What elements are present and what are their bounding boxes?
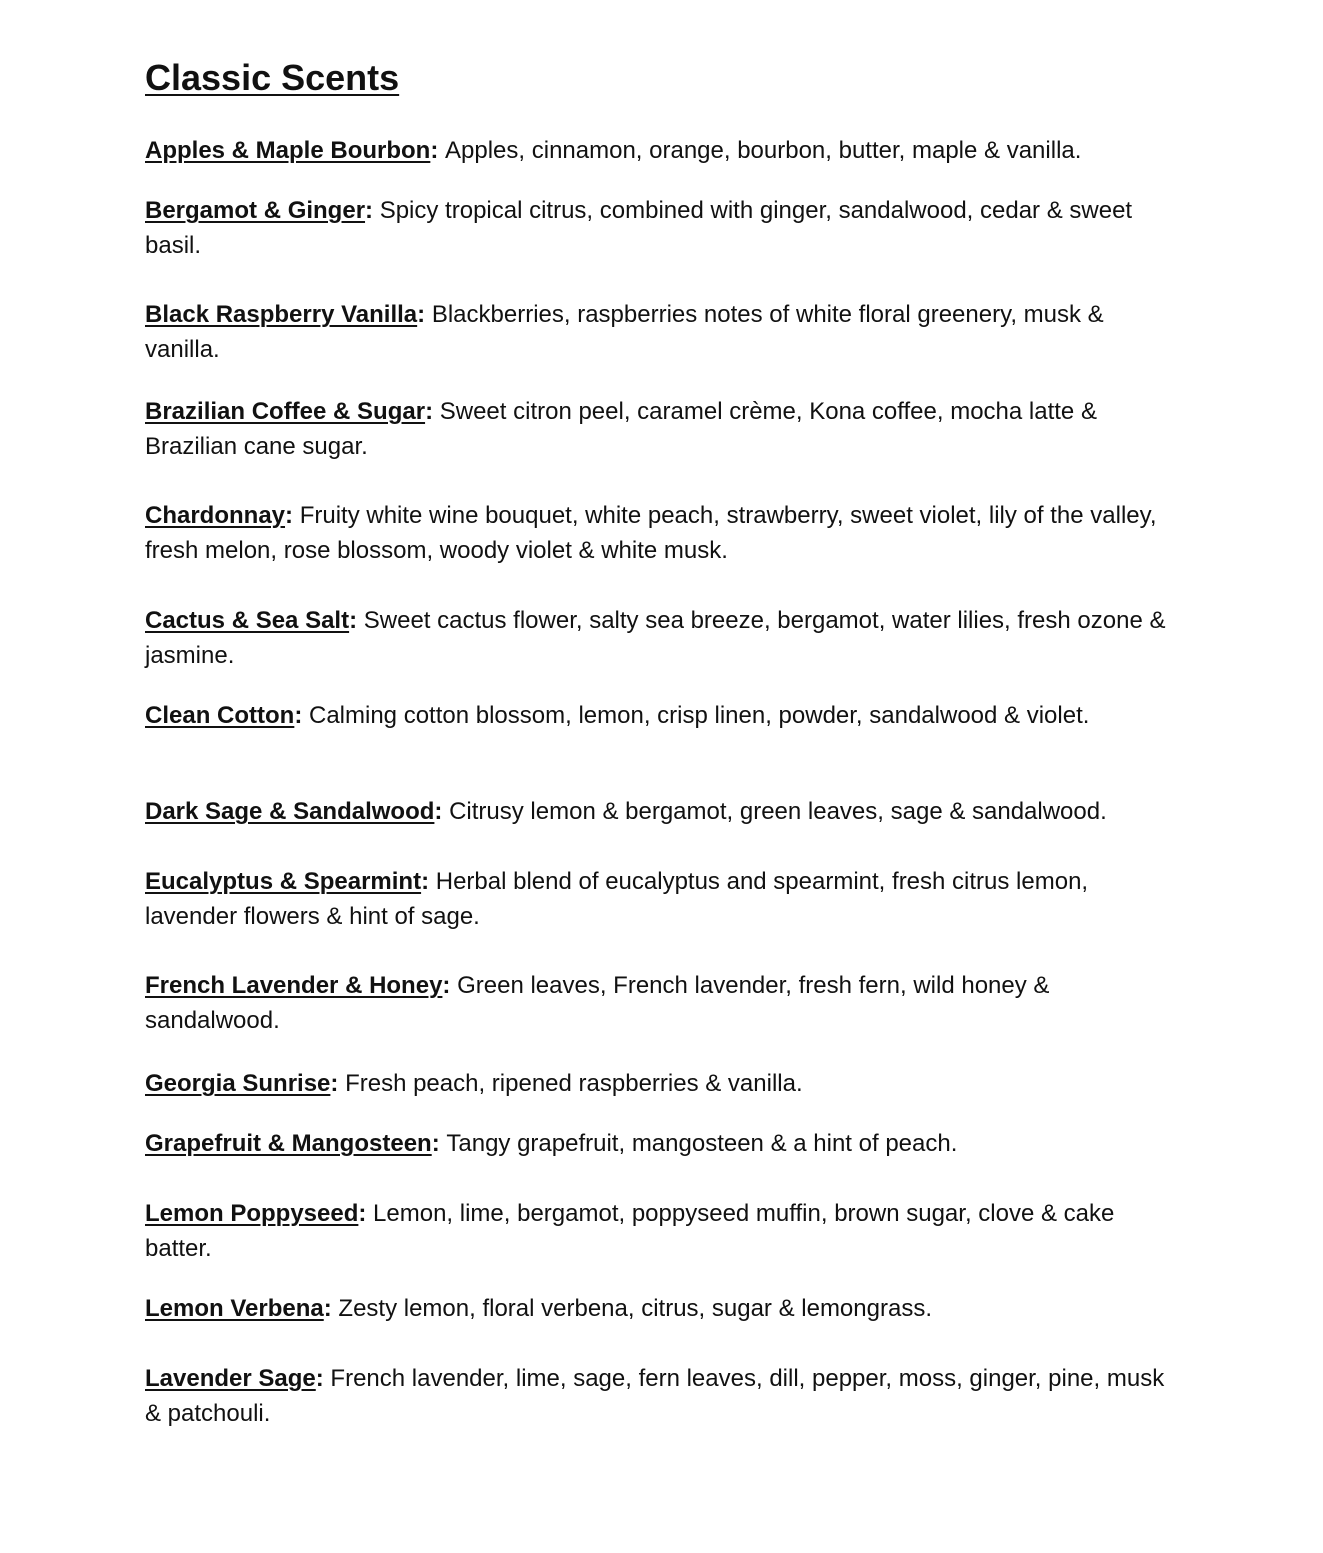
scent-name: Black Raspberry Vanilla [145,301,418,328]
scent-name: Cactus & Sea Salt [145,607,350,634]
scent-name: Georgia Sunrise [145,1070,331,1097]
scent-entry: Dark Sage & Sandalwood: Citrusy lemon & bergamot, green leaves, sage & sandalwood. [145,798,1107,825]
scent-description: Fresh peach, ripened raspberries & vanilla. [345,1070,803,1097]
scent-name: Lemon Verbena [145,1295,324,1322]
scent-description: Lemon, lime, bergamot, poppyseed muffin, brown sugar, clove & cake batter. [145,1200,1115,1262]
scent-description: Citrusy lemon & bergamot, green leaves, sage & sandalwood. [449,798,1107,825]
scent-description: Green leaves, French lavender, fresh fern, wild honey & sandalwood. [145,972,1050,1034]
page-title: Classic Scents [145,57,400,98]
scent-name: French Lavender & Honey [145,972,443,999]
scent-description: Calming cotton blossom, lemon, crisp linen, powder, sandalwood & violet. [309,702,1090,729]
scent-entry: Eucalyptus & Spearmint: Herbal blend of eucalyptus and spearmint, fresh citrus lemon, lavender flowers & hint of sage. [145,868,1089,930]
scent-description: French lavender, lime, sage, fern leaves, dill, pepper, moss, ginger, pine, musk & patchouli. [145,1365,1165,1427]
scent-description: Sweet cactus flower, salty sea breeze, bergamot, water lilies, fresh ozone & jasmine. [145,607,1166,669]
scent-entry: Georgia Sunrise: Fresh peach, ripened raspberries & vanilla. [145,1070,803,1097]
scent-description: Tangy grapefruit, mangosteen & a hint of peach. [446,1130,958,1157]
scent-name: Clean Cotton [145,702,295,729]
scent-name: Lemon Poppyseed [145,1200,359,1227]
scent-description: Zesty lemon, floral verbena, citrus, sugar & lemongrass. [338,1295,932,1322]
scent-entry: Bergamot & Ginger: Spicy tropical citrus, combined with ginger, sandalwood, cedar & sweet basil. [145,197,1133,259]
scent-description: Sweet citron peel, caramel crème, Kona coffee, mocha latte & Brazilian cane sugar. [145,398,1097,460]
scent-entry: Lemon Poppyseed: Lemon, lime, bergamot, poppyseed muffin, brown sugar, clove & cake batter. [145,1200,1115,1262]
scent-description: Apples, cinnamon, orange, bourbon, butter, maple & vanilla. [445,137,1082,164]
scent-entry: Clean Cotton: Calming cotton blossom, lemon, crisp linen, powder, sandalwood & violet. [145,702,1090,729]
scent-name: Grapefruit & Mangosteen [145,1130,432,1157]
scent-name: Chardonnay [145,502,286,529]
scent-name: Eucalyptus & Spearmint [145,868,422,895]
scent-entry: Grapefruit & Mangosteen: Tangy grapefruit, mangosteen & a hint of peach. [145,1130,958,1157]
scent-entry: Black Raspberry Vanilla: Blackberries, raspberries notes of white floral greenery, musk & vanilla. [145,301,1104,363]
scent-name: Lavender Sage [145,1365,316,1392]
scent-entry: French Lavender & Honey: Green leaves, French lavender, fresh fern, wild honey & sandalwood. [145,972,1050,1034]
scent-entry: Lemon Verbena: Zesty lemon, floral verbena, citrus, sugar & lemongrass. [145,1295,932,1322]
scent-name: Brazilian Coffee & Sugar [145,398,426,425]
scent-entry: Lavender Sage: French lavender, lime, sage, fern leaves, dill, pepper, moss, ginger, pine, musk & patchouli. [145,1365,1165,1427]
scent-description: Spicy tropical citrus, combined with ginger, sandalwood, cedar & sweet basil. [145,197,1133,259]
scent-description: Blackberries, raspberries notes of white floral greenery, musk & vanilla. [145,301,1104,363]
scent-entry: Apples & Maple Bourbon: Apples, cinnamon, orange, bourbon, butter, maple & vanilla. [145,137,1082,164]
scent-description: Fruity white wine bouquet, white peach, strawberry, sweet violet, lily of the valley, fresh melon, rose blossom, woody violet & white musk. [145,502,1157,564]
scent-entry: Cactus & Sea Salt: Sweet cactus flower, salty sea breeze, bergamot, water lilies, fresh ozone & jasmine. [145,607,1166,669]
scent-name: Bergamot & Ginger [145,197,366,224]
scent-description: Herbal blend of eucalyptus and spearmint, fresh citrus lemon, lavender flowers & hint of sage. [145,868,1089,930]
scent-name: Dark Sage & Sandalwood [145,798,435,825]
scent-name: Apples & Maple Bourbon [145,137,431,164]
scent-entry: Brazilian Coffee & Sugar: Sweet citron peel, caramel crème, Kona coffee, mocha latte & Brazilian cane sugar. [145,398,1097,460]
scent-entry: Chardonnay: Fruity white wine bouquet, white peach, strawberry, sweet violet, lily of the valley, fresh melon, rose blossom, woody violet & white musk. [145,502,1157,564]
